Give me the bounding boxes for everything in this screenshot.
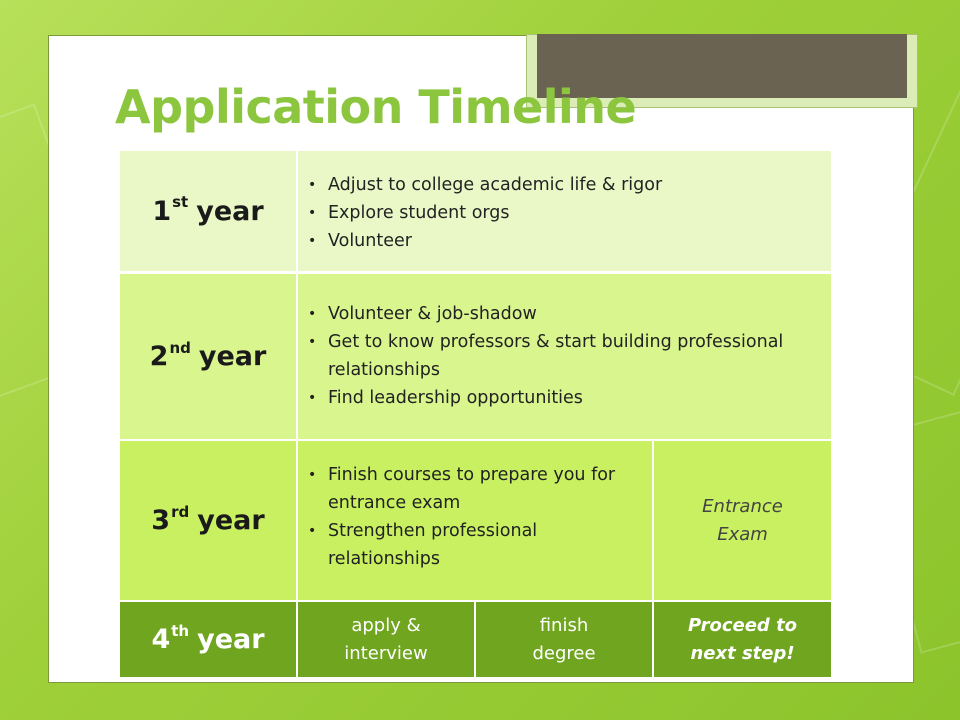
list-item: • Volunteer xyxy=(298,227,831,255)
year-word: year xyxy=(197,505,265,536)
year-word: year xyxy=(196,195,264,227)
year-2-milestones xyxy=(298,272,831,439)
year-1-milestones xyxy=(298,151,831,271)
list-item: • Strengthen professional relationships xyxy=(298,517,638,573)
year-suffix: nd xyxy=(169,338,191,357)
entrance-exam-label: Entrance Exam xyxy=(702,495,783,545)
list-item: • Explore student orgs xyxy=(298,199,831,227)
list-item: • Get to know professors & start building professional relationships xyxy=(298,328,801,384)
step-apply-label: apply & interview xyxy=(344,614,428,664)
year-word: year xyxy=(198,341,267,372)
milestone-list xyxy=(298,171,831,255)
entrance-exam-cell xyxy=(654,439,831,600)
milestone-list xyxy=(298,461,638,573)
year-suffix: th xyxy=(171,621,190,640)
year-word: year xyxy=(197,624,265,655)
year-ordinal: 1 xyxy=(152,195,172,227)
year-ordinal: 4 xyxy=(151,624,171,655)
list-item: • Volunteer & job-shadow xyxy=(298,300,801,328)
final-step-label: Proceed to next step! xyxy=(687,614,798,664)
year-suffix: st xyxy=(172,193,189,211)
slide-title: Application Timeline xyxy=(115,80,637,134)
list-item: • Adjust to college academic life & rigor xyxy=(298,171,831,199)
year-ordinal: 3 xyxy=(151,505,171,536)
year-ordinal: 2 xyxy=(149,341,169,372)
step-degree-cell xyxy=(476,600,654,677)
step-apply-cell xyxy=(298,600,476,677)
year-cell-2 xyxy=(120,272,298,439)
year-3-milestones xyxy=(298,439,654,600)
year-cell-4 xyxy=(120,600,298,677)
year-cell-1 xyxy=(120,151,298,271)
year-suffix: rd xyxy=(171,502,190,521)
list-item: • Finish courses to prepare you for entrance exam xyxy=(298,461,638,517)
step-degree-label: finish degree xyxy=(532,614,596,664)
final-step-cell xyxy=(654,600,831,677)
list-item: • Find leadership opportunities xyxy=(298,384,801,412)
milestone-list xyxy=(298,300,801,412)
year-cell-3 xyxy=(120,439,298,600)
